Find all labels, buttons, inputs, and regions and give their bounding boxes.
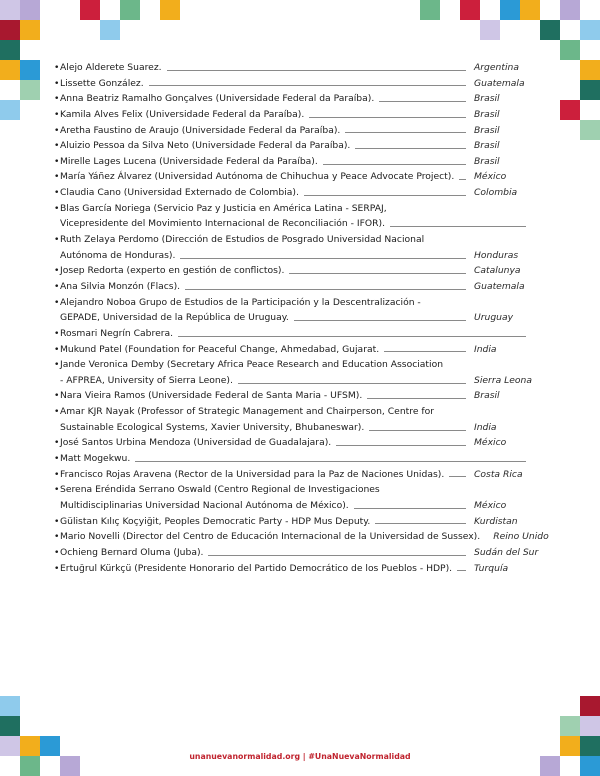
bullet-icon: •	[54, 327, 60, 339]
leader-line	[345, 131, 466, 133]
mosaic-square	[580, 716, 600, 736]
list-item	[54, 201, 534, 232]
bullet-icon: •	[54, 187, 60, 199]
mosaic-square	[0, 20, 20, 40]
bullet-icon: •	[54, 202, 60, 214]
mosaic-square	[0, 60, 20, 80]
list-item-line	[54, 342, 534, 358]
mosaic-square	[540, 20, 560, 40]
participant-text: Anna Beatriz Ramalho Gonçalves (Universidade Federal da Paraíba).	[60, 93, 375, 105]
bullet-icon: •	[54, 453, 60, 465]
participant-text: Francisco Rojas Aravena (Rector de la Universidad para la Paz de Naciones Unidas).	[60, 468, 445, 480]
list-item-line	[54, 545, 539, 561]
list-item	[54, 529, 549, 545]
list-item	[54, 138, 534, 154]
participant-country: Argentina	[474, 62, 519, 73]
participant-country: Brasil	[474, 108, 500, 120]
list-item	[54, 451, 534, 467]
mosaic-square	[20, 60, 40, 80]
list-item-line	[54, 201, 534, 217]
list-item	[54, 561, 534, 577]
participant-text: Gülistan Kılıç Koçyiğit, Peoples Democratic Party - HDP Mus Deputy.	[60, 515, 371, 527]
bullet-icon: •	[54, 468, 60, 480]
list-item-line	[54, 498, 534, 514]
list-item	[54, 263, 534, 279]
list-item-line	[54, 295, 534, 311]
leader-line	[185, 288, 466, 290]
list-item-line	[54, 451, 534, 467]
list-item-line	[54, 107, 534, 123]
bullet-icon: •	[54, 93, 60, 105]
leader-line	[208, 554, 466, 556]
participant-text: Claudia Cano (Universidad Externado de Colombia).	[60, 187, 299, 199]
leader-line	[390, 225, 526, 227]
list-item-line	[54, 310, 534, 326]
leader-line	[135, 460, 526, 462]
bullet-icon: •	[54, 296, 60, 308]
list-item	[54, 123, 534, 139]
participant-text: Multidisciplinarias Universidad Nacional Autónoma de México).	[60, 499, 349, 511]
leader-line	[294, 319, 466, 321]
participant-country: India	[474, 343, 497, 355]
list-item-line	[54, 185, 534, 201]
participant-text: Mirelle Lages Lucena (Universidade Federal da Paraíba).	[60, 155, 318, 167]
bullet-icon: •	[54, 171, 60, 183]
list-item-line	[54, 482, 534, 498]
participant-text: Ruth Zelaya Perdomo (Dirección de Estudios de Posgrado Universidad Nacional	[60, 234, 425, 246]
participant-text: José Santos Urbina Mendoza (Universidad de Guadalajara).	[60, 437, 332, 449]
leader-line	[355, 147, 466, 149]
participant-country: Catalunya	[474, 265, 521, 277]
participant-text: - AFPREA, University of Sierra Leone).	[60, 374, 233, 386]
list-item-line	[54, 373, 534, 389]
list-item-line	[54, 357, 534, 373]
list-item	[54, 482, 534, 513]
participant-text: Ochieng Bernard Oluma (Juba).	[60, 546, 204, 558]
participant-text: Jande Veronica Demby (Secretary Africa Peace Research and Education Association	[60, 359, 444, 371]
leader-line	[375, 522, 466, 524]
bullet-icon: •	[54, 359, 60, 371]
mosaic-square	[0, 0, 20, 20]
participant-country: India	[474, 421, 497, 433]
list-item-line	[54, 60, 534, 76]
list-item	[54, 185, 534, 201]
list-item-line	[54, 388, 534, 404]
leader-line	[369, 429, 466, 431]
participant-text: Aluizio Pessoa da Silva Neto (Universidade Federal da Paraíba).	[60, 140, 351, 152]
leader-line	[238, 382, 466, 384]
list-item-line	[54, 514, 534, 530]
bullet-icon: •	[54, 531, 60, 543]
list-item	[54, 388, 534, 404]
mosaic-square	[560, 0, 580, 20]
list-item	[54, 295, 534, 326]
mosaic-square	[0, 696, 20, 716]
mosaic-square	[560, 716, 580, 736]
list-item-line	[54, 529, 549, 545]
mosaic-square	[560, 100, 580, 120]
participant-country: Colombia	[474, 187, 518, 199]
leader-line	[336, 444, 466, 446]
bullet-icon: •	[54, 390, 60, 402]
mosaic-square	[520, 0, 540, 20]
leader-line	[149, 84, 466, 86]
list-item-line	[54, 123, 534, 139]
mosaic-square	[80, 0, 100, 20]
participant-country: Brasil	[474, 93, 500, 105]
list-item-line	[54, 91, 534, 107]
bullet-icon: •	[54, 108, 60, 120]
participant-text: Alejo Alderete Suarez.	[60, 62, 162, 73]
participant-text: GEPADE, Universidad de la República de Uruguay.	[60, 312, 289, 324]
participant-text: Ana Silvia Monzón (Flacs).	[60, 280, 181, 292]
participant-text: Nara Vieira Ramos (Universidade Federal de Santa Maria - UFSM).	[60, 390, 363, 402]
list-item-line	[54, 467, 534, 483]
list-item-line	[54, 154, 534, 170]
participant-text: Matt Mogekwu.	[60, 453, 131, 465]
leader-line	[167, 69, 466, 71]
mosaic-square	[0, 40, 20, 60]
participant-country: Brasil	[474, 124, 500, 136]
list-item	[54, 76, 534, 92]
participant-list	[54, 60, 549, 576]
leader-line	[367, 397, 466, 399]
mosaic-square	[480, 20, 500, 40]
bullet-icon: •	[54, 265, 60, 277]
participant-country: Sudán del Sur	[474, 546, 539, 558]
bullet-icon: •	[54, 343, 60, 355]
participant-text: Lissette González.	[60, 77, 144, 89]
bullet-icon: •	[54, 155, 60, 167]
participant-country: Sierra Leona	[474, 374, 532, 386]
participant-country: México	[474, 499, 507, 511]
list-item	[54, 232, 534, 263]
participant-country: Brasil	[474, 155, 500, 167]
leader-line	[354, 507, 466, 509]
list-item-line	[54, 326, 534, 342]
list-item	[54, 279, 534, 295]
mosaic-square	[20, 80, 40, 100]
list-item	[54, 91, 534, 107]
bullet-icon: •	[54, 77, 60, 89]
list-item-line	[54, 435, 534, 451]
leader-line	[180, 257, 466, 259]
list-item-line	[54, 561, 534, 577]
bullet-icon: •	[54, 437, 60, 449]
participant-text: Alejandro Noboa Grupo de Estudios de la Participación y la Descentralización -	[60, 296, 421, 308]
list-item-line	[54, 169, 534, 185]
list-item	[54, 342, 534, 358]
participant-country: Costa Rica	[474, 468, 523, 480]
participant-text: Rosmari Negrín Cabrera.	[60, 327, 174, 339]
bullet-icon: •	[54, 484, 60, 496]
leader-line	[323, 163, 466, 165]
participant-country: Guatemala	[474, 77, 525, 89]
list-item-line	[54, 76, 534, 92]
participant-text: Sustainable Ecological Systems, Xavier University, Bhubaneswar).	[60, 421, 365, 433]
bullet-icon: •	[54, 515, 60, 527]
participant-country: México	[474, 437, 507, 449]
list-item-line	[54, 138, 534, 154]
participant-country: Guatemala	[474, 280, 525, 292]
leader-line	[289, 272, 466, 274]
list-item	[54, 514, 534, 530]
bullet-icon: •	[54, 140, 60, 152]
list-item-line	[54, 420, 534, 436]
leader-line	[379, 100, 466, 102]
participant-country: Brasil	[474, 140, 500, 152]
participant-country: Kurdistan	[474, 515, 518, 527]
bullet-icon: •	[54, 406, 60, 418]
mosaic-square	[20, 0, 40, 20]
footer-website[interactable]: unanuevanormalidad.org | #UnaNuevaNormalidad	[189, 752, 411, 761]
leader-line	[459, 178, 466, 180]
mosaic-square	[500, 0, 520, 20]
participant-country: México	[474, 171, 507, 183]
leader-line	[178, 335, 526, 337]
leader-line	[309, 116, 466, 118]
participant-text: Ertuğrul Kürkçü (Presidente Honorario del Partido Democrático de los Pueblos - HDP).	[60, 562, 453, 574]
leader-line	[457, 569, 466, 571]
list-item	[54, 467, 534, 483]
participant-text: María Yáñez Álvarez (Universidad Autónoma de Chihuchua y Peace Advocate Project).	[60, 171, 455, 183]
mosaic-square	[580, 120, 600, 140]
mosaic-square	[580, 696, 600, 716]
participant-country: Uruguay	[474, 312, 514, 324]
list-item-line	[54, 216, 534, 232]
list-item	[54, 435, 534, 451]
list-item	[54, 60, 534, 76]
bullet-icon: •	[54, 280, 60, 292]
participant-text: Blas García Noriega (Servicio Paz y Justicia en América Latina - SERPAJ,	[60, 202, 387, 214]
list-item-line	[54, 263, 534, 279]
leader-line	[304, 194, 466, 196]
participant-text: Josep Redorta (experto en gestión de conflictos).	[60, 265, 285, 277]
participant-text: Kamila Alves Felix (Universidade Federal da Paraíba).	[60, 108, 305, 120]
list-item-line	[54, 248, 534, 264]
list-item	[54, 154, 534, 170]
mosaic-square	[160, 0, 180, 20]
participant-country: Honduras	[474, 249, 519, 261]
participant-text: Aretha Faustino de Araujo (Universidade Federal da Paraíba).	[60, 124, 341, 136]
participant-text: Serena Eréndida Serrano Oswald (Centro Regional de Investigaciones	[60, 484, 380, 496]
list-item	[54, 107, 534, 123]
participant-text: Mukund Patel (Foundation for Peaceful Change, Ahmedabad, Gujarat.	[60, 343, 380, 355]
list-item-line	[54, 279, 534, 295]
leader-line	[449, 475, 466, 477]
mosaic-square	[120, 0, 140, 20]
mosaic-square	[0, 100, 20, 120]
list-item	[54, 357, 534, 388]
participant-text: Mario Novelli (Director del Centro de Educación Internacional de la Universidad de Sussex).	[60, 531, 481, 543]
participant-country: Brasil	[474, 390, 500, 402]
participant-country: Reino Unido	[493, 531, 549, 543]
list-item	[54, 545, 539, 561]
participant-country: Turquía	[474, 562, 509, 574]
bullet-icon: •	[54, 562, 60, 574]
mosaic-square	[460, 0, 480, 20]
list-item	[54, 169, 534, 185]
bullet-icon: •	[54, 124, 60, 136]
mosaic-square	[580, 60, 600, 80]
leader-line	[384, 350, 466, 352]
mosaic-square	[560, 40, 580, 60]
participant-text: Autónoma de Honduras).	[60, 249, 176, 261]
list-item	[54, 326, 534, 342]
mosaic-square	[420, 0, 440, 20]
mosaic-square	[0, 716, 20, 736]
bullet-icon: •	[54, 546, 60, 558]
bullet-icon: •	[54, 62, 60, 73]
list-item-line	[54, 404, 534, 420]
mosaic-square	[100, 20, 120, 40]
mosaic-square	[580, 20, 600, 40]
participant-text: Vicepresidente del Movimiento Internacional de Reconciliación - IFOR).	[60, 218, 386, 230]
mosaic-square	[580, 80, 600, 100]
list-item-line	[54, 232, 534, 248]
mosaic-square	[20, 20, 40, 40]
participant-text: Amar KJR Nayak (Professor of Strategic Management and Chairperson, Centre for	[60, 406, 435, 418]
bullet-icon: •	[54, 234, 60, 246]
list-item	[54, 404, 534, 435]
